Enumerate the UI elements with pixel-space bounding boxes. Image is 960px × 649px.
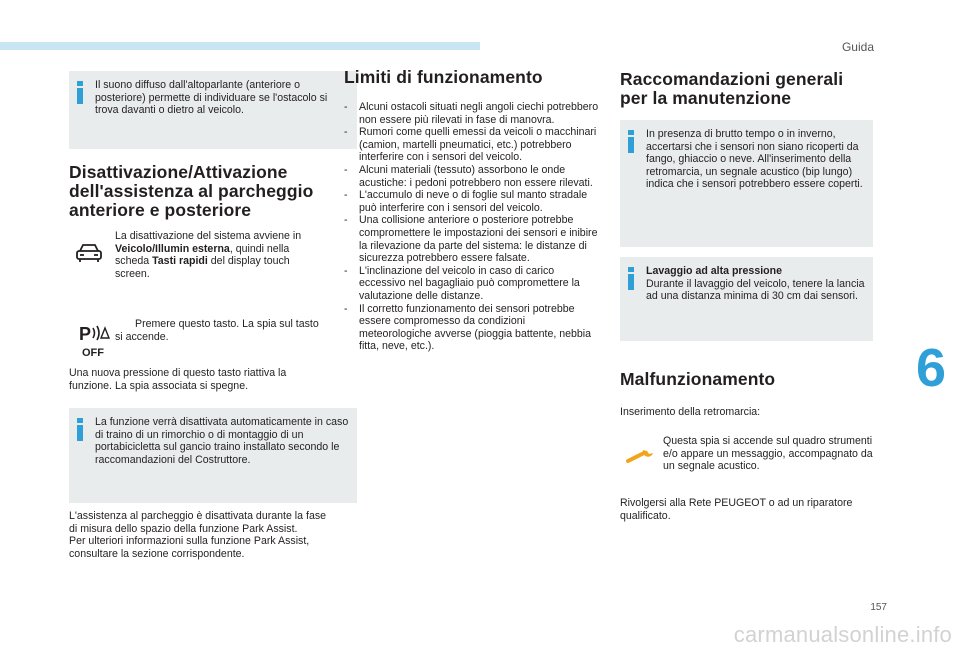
info-box-washing [620, 257, 873, 341]
list-dash: - [344, 126, 348, 139]
title-line: Raccomandazioni generali [620, 69, 844, 89]
watermark: carmanualsonline.info [733, 622, 952, 647]
tab-name: Tasti rapidi [152, 255, 208, 268]
list-item [344, 101, 600, 126]
page-number: 157 [870, 602, 887, 613]
list-item-text: L'accumulo di neve o di foglie sul manto stradale può interferire con i sensori del veicolo. [359, 189, 588, 214]
info-text: Durante il lavaggio del veicolo, tenere la lancia ad una distanza minima di 30 cm dai sensori. [646, 277, 865, 303]
wrench-icon [626, 447, 656, 465]
title-line: dell'assistenza al parcheggio [69, 181, 314, 201]
section-title-deactivation [69, 163, 334, 220]
list-item [344, 126, 600, 164]
paragraph-park-assist: L'assistenza al parcheggio è disattivata durante la fase di misura dello spazio della funzione Park Assist. Per ulteriori informazioni sulla funzione Park Assist, consultare la sezione corrispondente. [69, 510, 327, 560]
car-instruction: La disattivazione del sistema avviene in Veicolo/Illumin esterna, quindi nella scheda Tasti rapidi del display touch screen. [115, 230, 302, 280]
info-text: In presenza di brutto tempo o in inverno, accertarsi che i sensori non siano ricoperti da fango, ghiaccio o neve. All'inserimento della retromarcia, un segnale acustico (bip lungo) indica che i sensori potrebbero essere coperti. [646, 128, 863, 191]
section-title-malfunction: Malfunzionamento [620, 369, 776, 389]
list-item [344, 265, 600, 303]
info-box-towing [69, 408, 357, 503]
car-icon [74, 242, 104, 264]
info-box-speaker [69, 71, 357, 149]
title-line: per la manutenzione [620, 88, 792, 108]
paragraph-reactivate: Una nuova pressione di questo tasto riattiva la funzione. La spia associata si spegne. [69, 367, 287, 392]
list-item-text: Una collisione anteriore o posteriore potrebbe compromettere le impostazioni dei sensori e inibire la rilevazione da parte del sistema: le distanze di sicurezza potrebbero essere falsate. [359, 214, 598, 265]
list-item-text: Rumori come quelli emessi da veicoli o macchinari (camion, martelli pneumatici, etc.) potrebbero interferire con i sensori del veicolo. [359, 126, 597, 164]
svg-text:P: P [79, 324, 92, 344]
paragraph-reverse: Inserimento della retromarcia: [620, 406, 761, 418]
list-item-text: L'inclinazione del veicolo in caso di carico eccessivo nel bagagliaio può compromettere la valutazione delle distanze. [359, 264, 580, 302]
list-item [344, 189, 600, 214]
limits-list [344, 101, 600, 353]
info-icon [628, 267, 634, 290]
paragraph-peugeot: Rivolgersi alla Rete PEUGEOT o ad un riparatore qualificato. [620, 497, 853, 522]
list-item-text: Alcuni materiali (tessuto) assorbono le onde acustiche: i pedoni potrebbero non essere rilevati. [359, 163, 593, 189]
list-item [344, 214, 600, 264]
list-dash: - [344, 189, 348, 202]
info-icon [628, 130, 634, 153]
list-item-text: Il corretto funzionamento dei sensori potrebbe essere compromesso da condizioni meteorologiche avverse (pioggia battente, nebbia fitta, neve, etc.). [359, 302, 592, 353]
list-item [344, 303, 600, 353]
info-text: La funzione verrà disattivata automaticamente in caso di traino di un rimorchio o di montaggio di un portabicicletta sul gancio traino installato secondo le raccomandazioni del Costruttore. [95, 416, 349, 466]
title-line: anteriore e posteriore [69, 200, 252, 220]
title-line: Disattivazione/Attivazione [69, 162, 288, 182]
list-dash: - [344, 101, 348, 113]
list-dash: - [344, 302, 348, 315]
park-sensor-off-icon [78, 322, 112, 358]
info-text: Il suono diffuso dall'altoparlante (anteriore o posteriore) permette di individuare se l'ostacolo si trova davanti o dietro al veicolo. [95, 79, 328, 117]
menu-path: Veicolo/Illumin esterna [115, 242, 230, 255]
info-icon [77, 81, 83, 104]
off-label: OFF [82, 347, 104, 359]
info-title: Lavaggio ad alta pressione [646, 265, 782, 277]
list-dash: - [344, 264, 348, 277]
section-label: Guida [841, 40, 874, 54]
section-title-maintenance [620, 70, 900, 108]
section-title-limits: Limiti di funzionamento [344, 67, 543, 87]
info-box-weather [620, 120, 873, 247]
off-instruction: Premere questo tasto. La spia sul tasto si accende. [115, 318, 319, 343]
list-item-text: Alcuni ostacoli situati negli angoli ciechi potrebbero non essere più rilevati in fase di manovra. [359, 101, 599, 126]
wrench-description: Questa spia si accende sul quadro strumenti e/o appare un messaggio, accompagnato da un segnale acustico. [663, 435, 873, 473]
list-dash: - [344, 163, 348, 176]
list-dash: - [344, 214, 348, 227]
header-bar [0, 42, 480, 50]
chapter-number: 6 [915, 338, 946, 398]
info-icon [77, 418, 83, 441]
list-item [344, 164, 600, 189]
